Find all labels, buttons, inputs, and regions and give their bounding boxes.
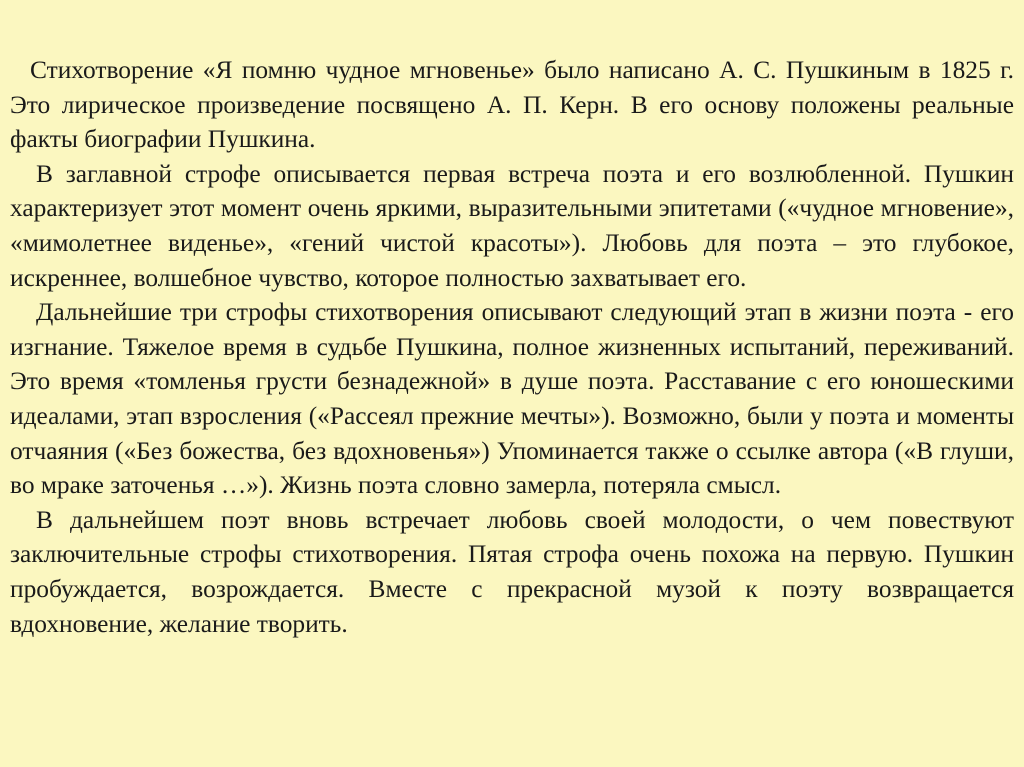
paragraph-middle-stanzas: Дальнейшие три строфы стихотворения описывают следующий этап в жизни поэта - его изгнание. Тяжелое время в судьбе Пушкина, полное жизненных испытаний, переживаний. Это время «томленья грусти безнадежной» в душе поэта. Расставание с его юношескими идеалами, этап взросления («Рассеял прежние мечты»). Возможно, были у поэта и моменты отчаяния («Без божества, без вдохновенья») Упоминается также о ссылке автора («В глуши, во мраке заточенья …»). Жизнь поэта словно замерла, потеряла смысл. xyxy=(10,298,1014,500)
paragraph-final-stanzas: В дальнейшем поэт вновь встречает любовь своей молодости, о чем повествуют заключительные строфы стихотворения. Пятая строфа очень похожа на первую. Пушкин пробуждается, возрождается. Вместе с прекрасной музой к поэту возвращается вдохновение, желание творить. xyxy=(10,505,1014,638)
paragraph-first-stanza: В заглавной строфе описывается первая встреча поэта и его возлюбленной. Пушкин характеризует этот момент очень яркими, выразительными эпитетами («чудное мгновение», «мимолетнее виденье», «гений чистой красоты»). Любовь для поэта – это глубокое, искреннее, волшебное чувство, которое полностью захватывает его. xyxy=(10,159,1014,292)
text-body xyxy=(10,53,1014,641)
paragraph-intro: Стихотворение «Я помню чудное мгновенье» было написано А. С. Пушкиным в 1825 г. Это лирическое произведение посвящено А. П. Керн. В его основу положены реальные факты биографии Пушкина. xyxy=(10,56,1014,154)
